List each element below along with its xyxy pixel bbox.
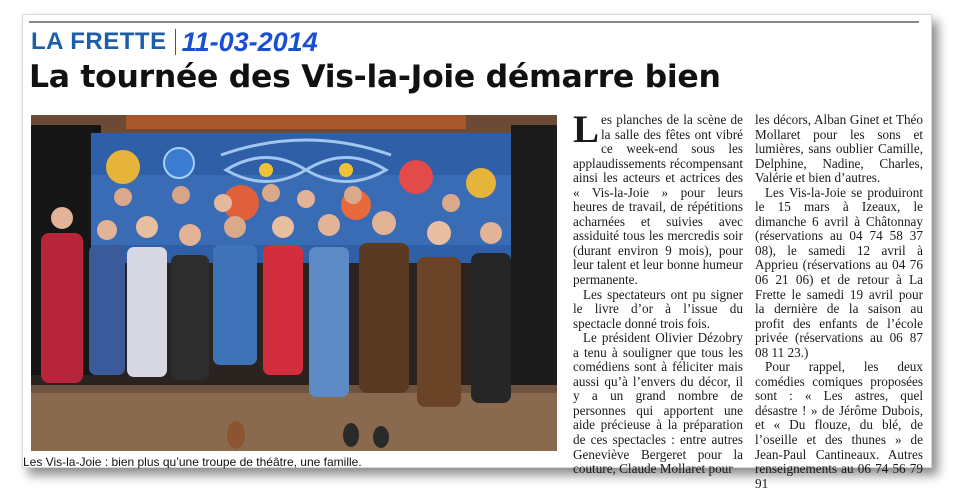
drop-cap: L <box>573 108 600 151</box>
kicker-place: LA FRETTE <box>31 28 167 55</box>
article-paragraph: Les planches de la scène de la salle des fêtes ont vibré ce week-end sous les applaudissements récompensant ainsi les acteurs et actrices des « Vis-la-Joie » pour leurs heures de travail, de répétitions acharnées et suivies avec assiduité tous les mercredis soir (durant environ 9 mois), pour leur talent et leur bonne humeur permanente. <box>573 108 743 288</box>
kicker <box>31 27 318 57</box>
article-paragraph: Le président Olivier Dézobry a tenu à souligner que tous les comédiens sont à féliciter mais aussi qu’à l’envers du décor, il y a un grand nombre de personnes qui apportent une aide précieuse à la préparation de ces spectacles : entre autres Geneviève Bergeret pour la couture, Claude Mollaret pour <box>573 330 743 477</box>
article-column-2 <box>755 112 923 491</box>
kicker-separator <box>175 29 176 55</box>
article-paragraph: Les spectateurs ont pu signer le livre d’or à l’issue du spectacle donné trois fois. <box>573 286 743 331</box>
kicker-date: 11-03-2014 <box>181 26 318 57</box>
article-paragraph: Pour rappel, les deux comédies comiques proposées sont : « Les astres, quel désastre ! » de Jérôme Dubois, et « Du flouze, du blé, de l’oseille et des thunes » de Jean-Paul Cantineaux. Autres renseignements au 06 74 56 79 91 <box>755 359 923 491</box>
article-paragraph: les décors, Alban Ginet et Théo Mollaret pour les sons et lumières, sans oublier Camille, Delphine, Nadine, Charles, Valérie et bien d’autres. <box>755 112 923 186</box>
photo-caption: Les Vis-la-Joie : bien plus qu’une troupe de théâtre, une famille. <box>23 455 362 469</box>
article-paragraph: Les Vis-la-Joie se produiront le 15 mars à Izeaux, le dimanche 6 avril à Châtonnay (réservations au 04 74 58 37 08), le samedi 12 avril à Apprieu (réservations au 04 76 06 21 06) et de retour à La Frette le samedi 19 avril pour la dernière de la saison au profit des enfants de l’école privée (réservations au 06 87 08 11 23.) <box>755 184 923 360</box>
group-photo <box>31 115 557 451</box>
newspaper-clipping <box>22 14 932 491</box>
headline: La tournée des Vis-la-Joie démarre bien <box>29 59 721 95</box>
article-column-1 <box>573 108 743 477</box>
top-rule <box>29 21 919 23</box>
